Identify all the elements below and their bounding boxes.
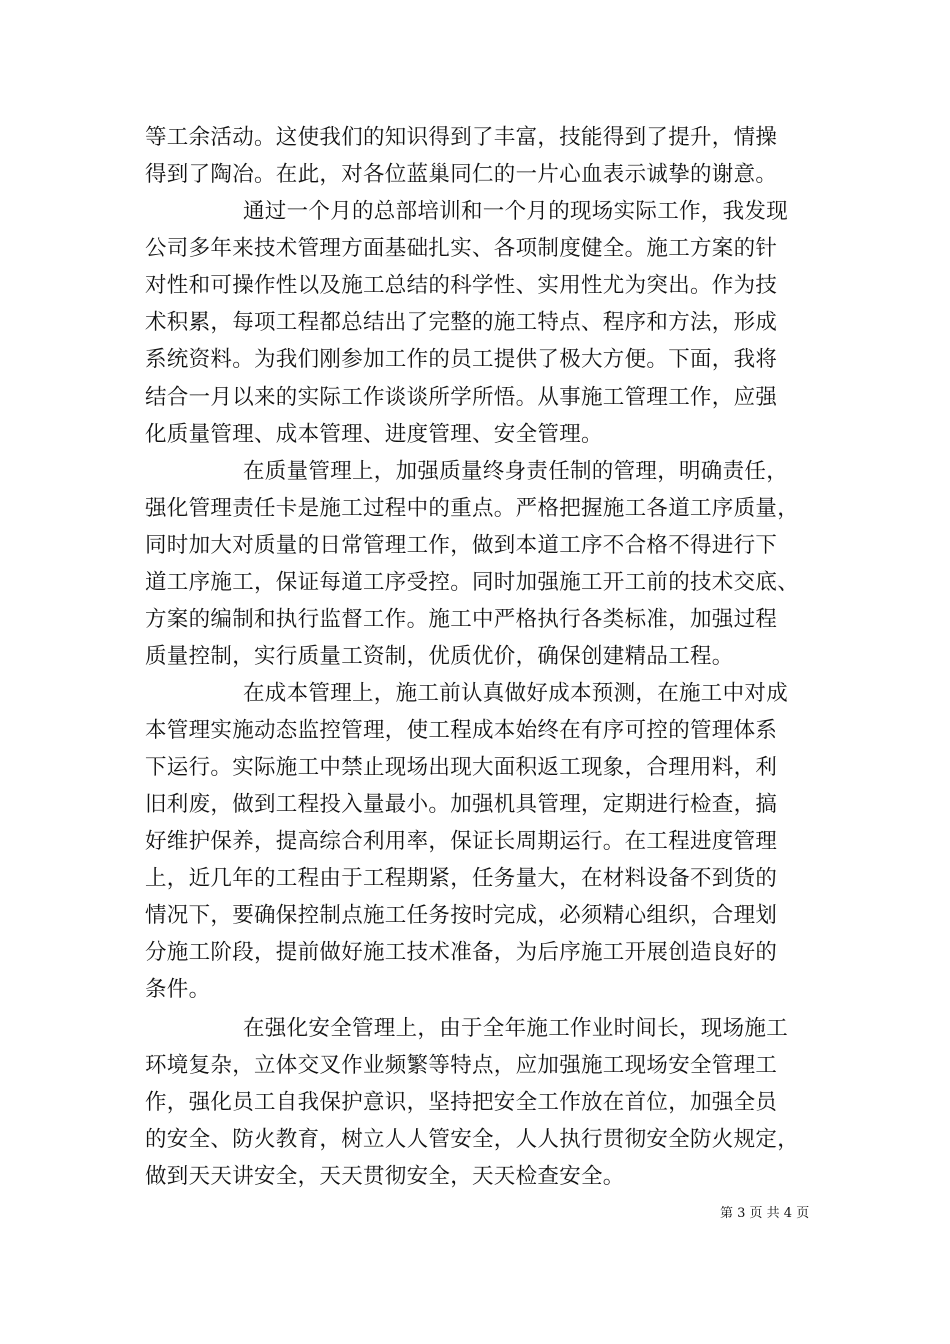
text-line: 在成本管理上，施工前认真做好成本预测，在施工中对成	[243, 681, 789, 706]
text-line: 本管理实施动态监控管理，使工程成本始终在有序可控的管理体系	[145, 718, 778, 743]
text-line: 道工序施工，保证每道工序受控。同时加强施工开工前的技术交底、	[145, 570, 800, 595]
text-line: 系统资料。为我们刚参加工作的员工提供了极大方便。下面，我将	[145, 347, 778, 372]
text-line: 上，近几年的工程由于工程期紧，任务量大，在材料设备不到货的	[145, 866, 778, 891]
text-line: 术积累，每项工程都总结出了完整的施工特点、程序和方法，形成	[145, 310, 778, 335]
text-line: 情况下，要确保控制点施工任务按时完成，必须精心组织，合理划	[145, 903, 778, 928]
text-line: 等工余活动。这使我们的知识得到了丰富，技能得到了提升，情操	[145, 125, 778, 150]
text-line: 方案的编制和执行监督工作。施工中严格执行各类标准，加强过程	[145, 607, 778, 632]
text-line: 公司多年来技术管理方面基础扎实、各项制度健全。施工方案的针	[145, 236, 778, 261]
text-line: 强化管理责任卡是施工过程中的重点。严格把握施工各道工序质量，	[145, 496, 800, 521]
text-line: 化质量管理、成本管理、进度管理、安全管理。	[145, 422, 603, 447]
text-line: 分施工阶段，提前做好施工技术准备，为后序施工开展创造良好的	[145, 940, 778, 965]
page-number-footer: 第 3 页 共 4 页	[720, 1206, 810, 1221]
text-line: 好维护保养，提高综合利用率，保证长周期运行。在工程进度管理	[145, 829, 778, 854]
text-line: 在质量管理上，加强质量终身责任制的管理，明确责任，	[243, 459, 789, 484]
text-line: 作，强化员工自我保护意识，坚持把安全工作放在首位，加强全员	[145, 1090, 778, 1115]
text-line: 做到天天讲安全，天天贯彻安全，天天检查安全。	[145, 1164, 625, 1189]
text-line: 环境复杂，立体交叉作业频繁等特点，应加强施工现场安全管理工	[145, 1053, 778, 1078]
text-line: 得到了陶冶。在此，对各位蓝巢同仁的一片心血表示诚挚的谢意。	[145, 162, 778, 187]
text-line: 在强化安全管理上，由于全年施工作业时间长，现场施工	[243, 1016, 789, 1041]
text-line: 对性和可操作性以及施工总结的科学性、实用性尤为突出。作为技	[145, 273, 778, 298]
text-line: 下运行。实际施工中禁止现场出现大面积返工现象，合理用料，利	[145, 755, 778, 780]
text-line: 的安全、防火教育，树立人人管安全，人人执行贯彻安全防火规定，	[145, 1127, 800, 1152]
text-line: 通过一个月的总部培训和一个月的现场实际工作，我发现	[243, 199, 789, 224]
text-line: 同时加大对质量的日常管理工作，做到本道工序不合格不得进行下	[145, 533, 778, 558]
text-line: 结合一月以来的实际工作谈谈所学所悟。从事施工管理工作，应强	[145, 385, 778, 410]
text-line: 条件。	[145, 977, 211, 1002]
text-line: 旧利废，做到工程投入量最小。加强机具管理，定期进行检查，搞	[145, 792, 778, 817]
text-line: 质量控制，实行质量工资制，优质优价，确保创建精品工程。	[145, 644, 734, 669]
